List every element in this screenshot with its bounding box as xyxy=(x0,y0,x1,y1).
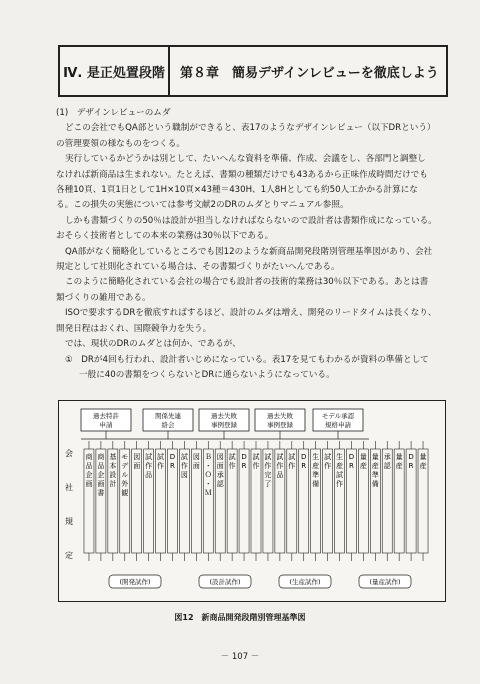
list-item: ① DRが4回も行われ、設計者いじめになっている。表17を見てもわかるが資料の準備として xyxy=(65,354,429,365)
column-char: 品 xyxy=(85,462,93,470)
column-char: 試 xyxy=(145,453,153,461)
left-label-char: 社 xyxy=(65,483,73,492)
column-char: 図 xyxy=(216,453,224,461)
column-char: 生 xyxy=(336,453,344,461)
column-char: 設 xyxy=(109,471,117,479)
column-char: 認 xyxy=(216,480,224,488)
paragraph-line: おそらく技術者としての本来の業務は30％以下である。 xyxy=(56,231,274,242)
column-char: 産 xyxy=(371,462,379,470)
column-char: 品 xyxy=(97,462,105,470)
paragraph-line: ISOで要求するDRを徹底すればするほど、設計のムダは増え、開発のリードタイムは長くなり、 xyxy=(65,308,437,319)
paragraph-line: 各種10頁、1頁1日として1H×10頁×43種＝430H、1人8Hとしても約50人工かかる計算にな xyxy=(56,185,418,196)
column-char: ・ xyxy=(204,480,212,488)
column-char: 試 xyxy=(264,453,272,461)
column-char: 計 xyxy=(109,480,117,488)
top-box-label: 申請 xyxy=(99,421,113,429)
column-char: 備 xyxy=(312,480,320,488)
column-char: 試 xyxy=(157,453,165,461)
column-char: 試 xyxy=(180,453,188,461)
column-char: 画 xyxy=(97,480,105,488)
column-char: 認 xyxy=(383,462,391,470)
column-char: 商 xyxy=(85,453,93,461)
column-char: 準 xyxy=(312,471,320,479)
column-char: 企 xyxy=(85,471,93,479)
paragraph-line: どこの会社でもQA部という職制ができると、表17のようなデザインレビュー（以下DRという） xyxy=(65,123,436,134)
column-char: 画 xyxy=(85,480,93,488)
column-char: 書 xyxy=(97,489,105,497)
column-char: 作 xyxy=(288,462,296,470)
column-char: 企 xyxy=(97,471,105,479)
paragraph-line: る。この損失の実態については参考文献2のDRのムダとりマニュアル参照。 xyxy=(56,200,349,211)
column-char: D xyxy=(241,453,247,461)
column-char: 品 xyxy=(145,471,153,479)
column-char: 面 xyxy=(192,462,200,470)
column-char: 試 xyxy=(324,453,332,461)
paragraph-line: の管理要領の様なものをつくる。 xyxy=(56,138,185,149)
column-char: 量 xyxy=(395,453,403,461)
top-box-label: 過去特許 xyxy=(93,412,119,420)
column-char: 産 xyxy=(312,462,320,470)
column-char: 備 xyxy=(371,480,379,488)
column-char: 作 xyxy=(276,462,284,470)
column-char: デ xyxy=(121,462,129,470)
column-char: 本 xyxy=(109,462,117,470)
column-char: モ xyxy=(121,453,129,461)
column-char: D xyxy=(348,453,355,461)
column-char: R xyxy=(408,462,414,470)
chapter-header xyxy=(58,45,448,97)
top-box-label: 事例登録 xyxy=(211,421,237,429)
paragraph-line: 類づくりの雑用である。 xyxy=(56,292,151,303)
column-char: R xyxy=(241,462,247,470)
column-char: 基 xyxy=(109,453,117,461)
body-text xyxy=(56,106,448,383)
top-box-label: 規格申請 xyxy=(325,421,351,429)
section-title: (1) デザインレビューのムダ xyxy=(56,108,171,118)
column-char: 作 xyxy=(157,462,165,470)
column-char: 産 xyxy=(395,462,403,470)
column-char: 図 xyxy=(192,453,200,461)
top-box-label: モデル承認 xyxy=(321,412,355,420)
list-item-continued: 一般に40の書類をつくらないとDRに通らないようになっている。 xyxy=(79,369,335,380)
phase-label: (生産試作) xyxy=(289,578,321,586)
left-label-char: 規 xyxy=(65,517,73,526)
column-char: 産 xyxy=(359,462,367,470)
paragraph-line: しかも書類づくりの50％は設計が担当しなければならないので設計者は書類作成になっている。 xyxy=(65,215,437,226)
paragraph-line: 規定として社則化されている場合は、その書類づくりがたいへんである。 xyxy=(56,262,340,273)
column-char: Ｏ xyxy=(204,471,212,479)
column-char: 試 xyxy=(252,453,260,461)
column-char: 作 xyxy=(252,462,260,470)
column-char: 作 xyxy=(324,462,332,470)
phase-label: (開発試作) xyxy=(119,578,151,586)
figure-caption: 図12 新商品開発段階別管理基準図 xyxy=(174,613,306,622)
page-number: － 107 － xyxy=(220,652,260,662)
column-char: R xyxy=(301,462,307,470)
column-char: 作 xyxy=(336,480,344,488)
chapter-title: 第８章 簡易デザインレビューを徹底しよう xyxy=(180,65,439,81)
paragraph-line: 開発日程はおくれ、国際競争力を失う。 xyxy=(56,323,212,334)
column-char: 試 xyxy=(288,453,296,461)
column-char: 作 xyxy=(180,462,188,470)
column-char: 図 xyxy=(180,471,188,479)
column-char: 品 xyxy=(276,471,284,479)
column-char: 承 xyxy=(216,471,224,479)
column-char: D xyxy=(169,453,176,461)
column-char: 生 xyxy=(312,453,320,461)
left-label-char: 定 xyxy=(65,551,73,560)
column-char: 産 xyxy=(336,462,344,470)
column-char: 作 xyxy=(228,462,236,470)
paragraph-line: 実行しているかどうかは別として、たいへんな資料を準備、作成、会議をし、各部門と調整し xyxy=(65,154,426,165)
column-char: ル xyxy=(121,471,129,479)
top-box-label: 過去失敗 xyxy=(211,412,237,420)
column-char: R xyxy=(170,462,175,470)
top-box-label: 関係先連 xyxy=(155,412,181,420)
column-char: 試 xyxy=(228,453,236,461)
column-char: Ｂ xyxy=(204,453,212,461)
flow-diagram xyxy=(58,400,446,602)
column-char: 図 xyxy=(133,453,141,461)
paragraph-line: なければ新商品は生まれない。たとえば、書類の種類だけでも43あるから正味作成時間だけでも xyxy=(56,169,428,180)
chapter-label: Ⅳ. 是正処置段階 xyxy=(60,47,170,95)
column-char: 試 xyxy=(276,453,284,461)
column-char: 完 xyxy=(264,471,272,479)
column-char: 承 xyxy=(383,453,391,461)
column-char: 面 xyxy=(216,462,224,470)
column-char: D xyxy=(301,453,307,461)
column-char: Ｍ xyxy=(204,489,212,497)
column-char: 了 xyxy=(264,480,272,488)
column-char: 量 xyxy=(371,453,379,461)
top-box-label: 事例登録 xyxy=(267,421,293,429)
column-char: 量 xyxy=(359,453,367,461)
column-char: 作 xyxy=(145,462,153,470)
top-box-label: 過去失敗 xyxy=(267,412,293,420)
column-char: 量 xyxy=(419,453,427,461)
column-char: 観 xyxy=(121,489,129,497)
column-char: 商 xyxy=(97,453,105,461)
column-char: 外 xyxy=(121,480,129,488)
column-char: R xyxy=(349,462,354,470)
paragraph-line: QA部がなく簡略化しているところでも図12のような新商品開発段階別管理基準図があり、会社 xyxy=(65,246,433,257)
phase-label: (設計試作) xyxy=(209,578,241,586)
diagram-svg xyxy=(59,401,445,601)
column-char: 試 xyxy=(336,471,344,479)
column-char: 産 xyxy=(419,462,427,470)
column-char: D xyxy=(408,453,414,461)
column-char: 面 xyxy=(133,462,141,470)
top-box-label: 絡会 xyxy=(161,421,175,429)
column-char: ・ xyxy=(204,462,212,470)
column-char: 作 xyxy=(264,462,272,470)
left-label-char: 会 xyxy=(65,449,73,458)
phase-label: (量産試作) xyxy=(369,578,401,586)
paragraph-line: では、現状のDRのムダとは何か、であるが、 xyxy=(65,339,241,350)
paragraph-line: このように簡略化されている会社の場合でも設計者の技術的業務は30％以下である。あとは書 xyxy=(65,277,429,288)
column-char: 準 xyxy=(371,471,379,479)
